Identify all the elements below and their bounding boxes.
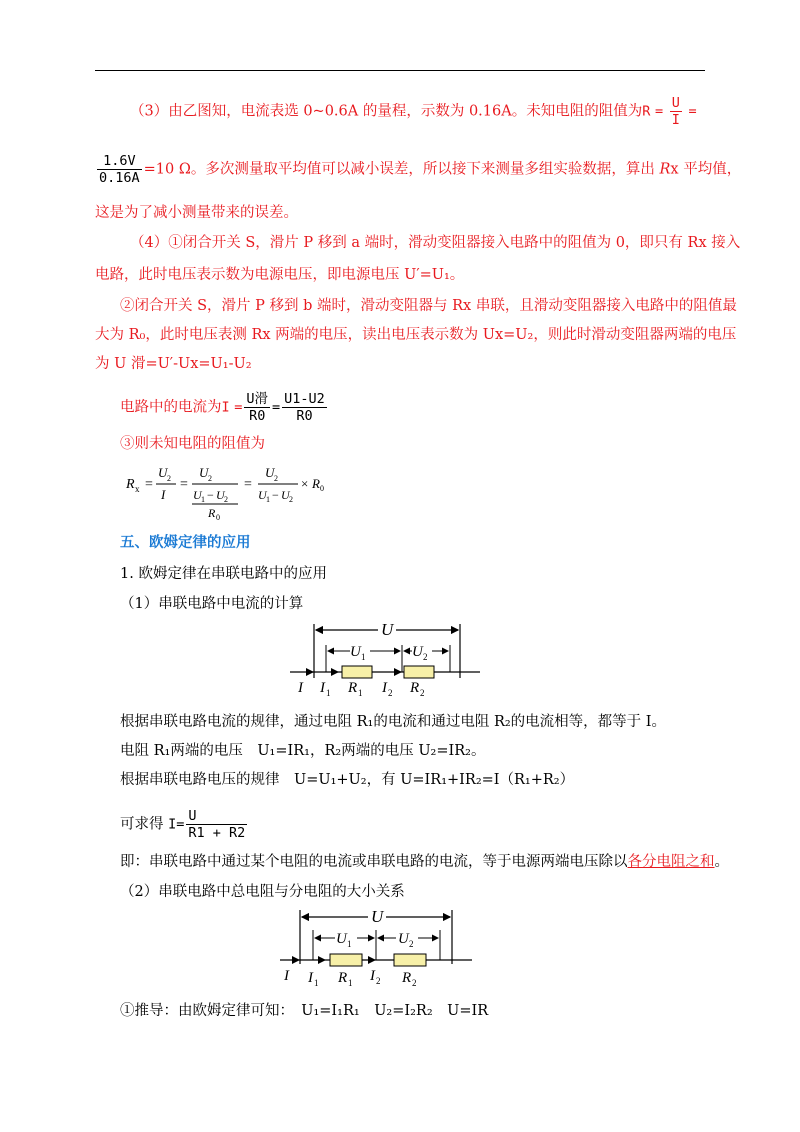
svg-text:R: R	[126, 477, 135, 492]
p3-line2: $\frac{1.6V}{0.16A}$ =10 Ω。多次测量取平均值可以减小误差，所以接下来测量多组实验数据，算出 Rx 平均值，	[99, 153, 742, 186]
svg-text:0: 0	[216, 513, 220, 522]
svg-text:I: I	[370, 968, 375, 984]
svg-text:U: U	[158, 465, 168, 480]
svg-text:−: −	[272, 488, 279, 502]
p4-line1: （4）①闭合开关 S，滑片 P 移到 a 端时，滑动变阻器接入电路中的阻值为 0，即只有 Rx 接入	[130, 235, 741, 251]
svg-text:U: U	[350, 644, 361, 660]
svg-text:R: R	[338, 970, 348, 986]
series-circuit-1	[290, 618, 480, 706]
svg-text:1: 1	[314, 978, 319, 988]
header-rule	[95, 70, 705, 71]
svg-text:0: 0	[320, 484, 324, 493]
svg-text:I: I	[382, 680, 387, 696]
section5-text3: 根据串联电路电压的规律 U=U₁+U₂，有 U=IR₁+IR₂=I（R₁+R₂）	[120, 772, 575, 788]
svg-text:U: U	[216, 488, 225, 502]
p4-line2: 电路，此时电压表示数为电源电压，即电源电压 U′=U₁。	[95, 267, 465, 283]
underlined-answer: 各分电阻之和	[627, 854, 715, 870]
p3-fraction2: $\frac{1.6V}{0.16A}$	[99, 153, 140, 186]
p4-current-formula: 电路中的电流为I = $\frac{\text{U滑}}{R0}$ = $\frac{U1-U2}{R0}$	[120, 391, 325, 424]
svg-text:2: 2	[274, 474, 278, 483]
section5-sub1: 1. 欧姆定律在串联电路中的应用	[120, 566, 327, 582]
svg-text:1: 1	[201, 495, 205, 504]
rx-formula	[120, 460, 360, 522]
section5-sub1a: （1）串联电路中电流的计算	[120, 596, 304, 612]
p3-after: =10 Ω。多次测量取平均值可以减小误差，所以接下来测量多组实验数据，算出	[143, 161, 660, 178]
svg-text:1: 1	[361, 652, 366, 662]
svg-text:I: I	[284, 968, 289, 984]
svg-text:U: U	[412, 644, 423, 660]
svg-text:I: I	[298, 680, 303, 696]
svg-text:1: 1	[348, 978, 353, 988]
section5-text5: 即：串联电路中通过某个电阻的电流或串联电路的电流，等于电源两端电压除以各分电阻之和。	[120, 854, 729, 870]
svg-text:R: R	[348, 680, 358, 696]
svg-text:2: 2	[412, 978, 417, 988]
p4-line4: 大为 R₀，此时电压表测 Rx 两端的电压，读出电压表示数为 Ux=U₂，则此时滑动变阻器两端的电压	[95, 327, 737, 343]
section5-text1: 根据串联电路电流的规律，通过电阻 R₁的电流和通过电阻 R₂的电流相等，都等于 I。	[120, 714, 667, 730]
svg-text:U: U	[258, 488, 267, 502]
p3-eq: =	[654, 103, 664, 120]
p3-text: （3）由乙图知，电流表选 0~0.6A 的量程，示数为 0.16A。未知电阻的阻值为	[130, 103, 643, 120]
svg-text:=: =	[180, 477, 188, 492]
svg-text:1: 1	[326, 688, 331, 698]
p4-line5: 为 U 滑=U′-Ux=U₁-U₂	[95, 356, 252, 372]
section5-sub1b: （2）串联电路中总电阻与分电阻的大小关系	[120, 884, 405, 900]
svg-text:U: U	[398, 931, 409, 947]
svg-text:I: I	[161, 487, 166, 502]
section5-text6: ①推导：由欧姆定律可知： U₁=I₁R₁ U₂=I₂R₂ U=IR	[120, 1003, 489, 1019]
svg-text:R: R	[312, 476, 320, 491]
svg-text:I: I	[320, 680, 325, 696]
section5-text4: 可求得 I= $\frac{U}{R1 + R2}$	[120, 808, 246, 841]
svg-text:U: U	[265, 465, 275, 480]
svg-text:R: R	[208, 506, 216, 520]
section5-text2: 电阻 R₁两端的电压 U₁=IR₁，R₂两端的电压 U₂=IR₂。	[120, 743, 486, 759]
svg-text:×: ×	[301, 476, 309, 491]
p3-eq2: =	[688, 103, 697, 120]
svg-text:2: 2	[423, 652, 428, 662]
svg-text:2: 2	[409, 939, 414, 949]
svg-text:2: 2	[224, 495, 228, 504]
section5-title: 五、欧姆定律的应用	[120, 534, 251, 551]
svg-text:U: U	[336, 931, 347, 947]
svg-text:=: =	[244, 477, 252, 492]
svg-text:U: U	[371, 907, 384, 926]
p3-fraction: $\frac{U}{I}$	[671, 95, 680, 128]
svg-text:U: U	[281, 488, 290, 502]
svg-text:2: 2	[376, 976, 381, 986]
svg-text:x: x	[135, 484, 140, 494]
svg-text:R: R	[402, 970, 412, 986]
series-circuit-2	[280, 906, 475, 996]
svg-text:I: I	[308, 970, 313, 986]
svg-text:2: 2	[388, 688, 393, 698]
p4-line3: ②闭合开关 S，滑片 P 移到 b 端时，滑动变阻器与 Rx 串联，且滑动变阻器接入电路中的阻值最	[120, 298, 737, 314]
svg-text:=: =	[145, 477, 153, 492]
svg-text:1: 1	[347, 939, 352, 949]
svg-text:2: 2	[420, 688, 425, 698]
svg-text:U: U	[381, 620, 394, 639]
p3-R: R	[642, 103, 651, 120]
svg-text:1: 1	[358, 688, 363, 698]
svg-text:R: R	[410, 680, 420, 696]
svg-text:2: 2	[167, 474, 171, 483]
svg-text:2: 2	[208, 474, 212, 483]
svg-text:1: 1	[266, 495, 270, 504]
p3-line3: 这是为了减小测量带来的误差。	[95, 205, 298, 221]
svg-text:U: U	[199, 465, 209, 480]
p4-line7: ③则未知电阻的阻值为	[120, 436, 265, 452]
svg-text:2: 2	[289, 495, 293, 504]
p3-line1	[130, 95, 697, 128]
svg-text:−: −	[207, 488, 214, 502]
svg-text:U: U	[193, 488, 202, 502]
